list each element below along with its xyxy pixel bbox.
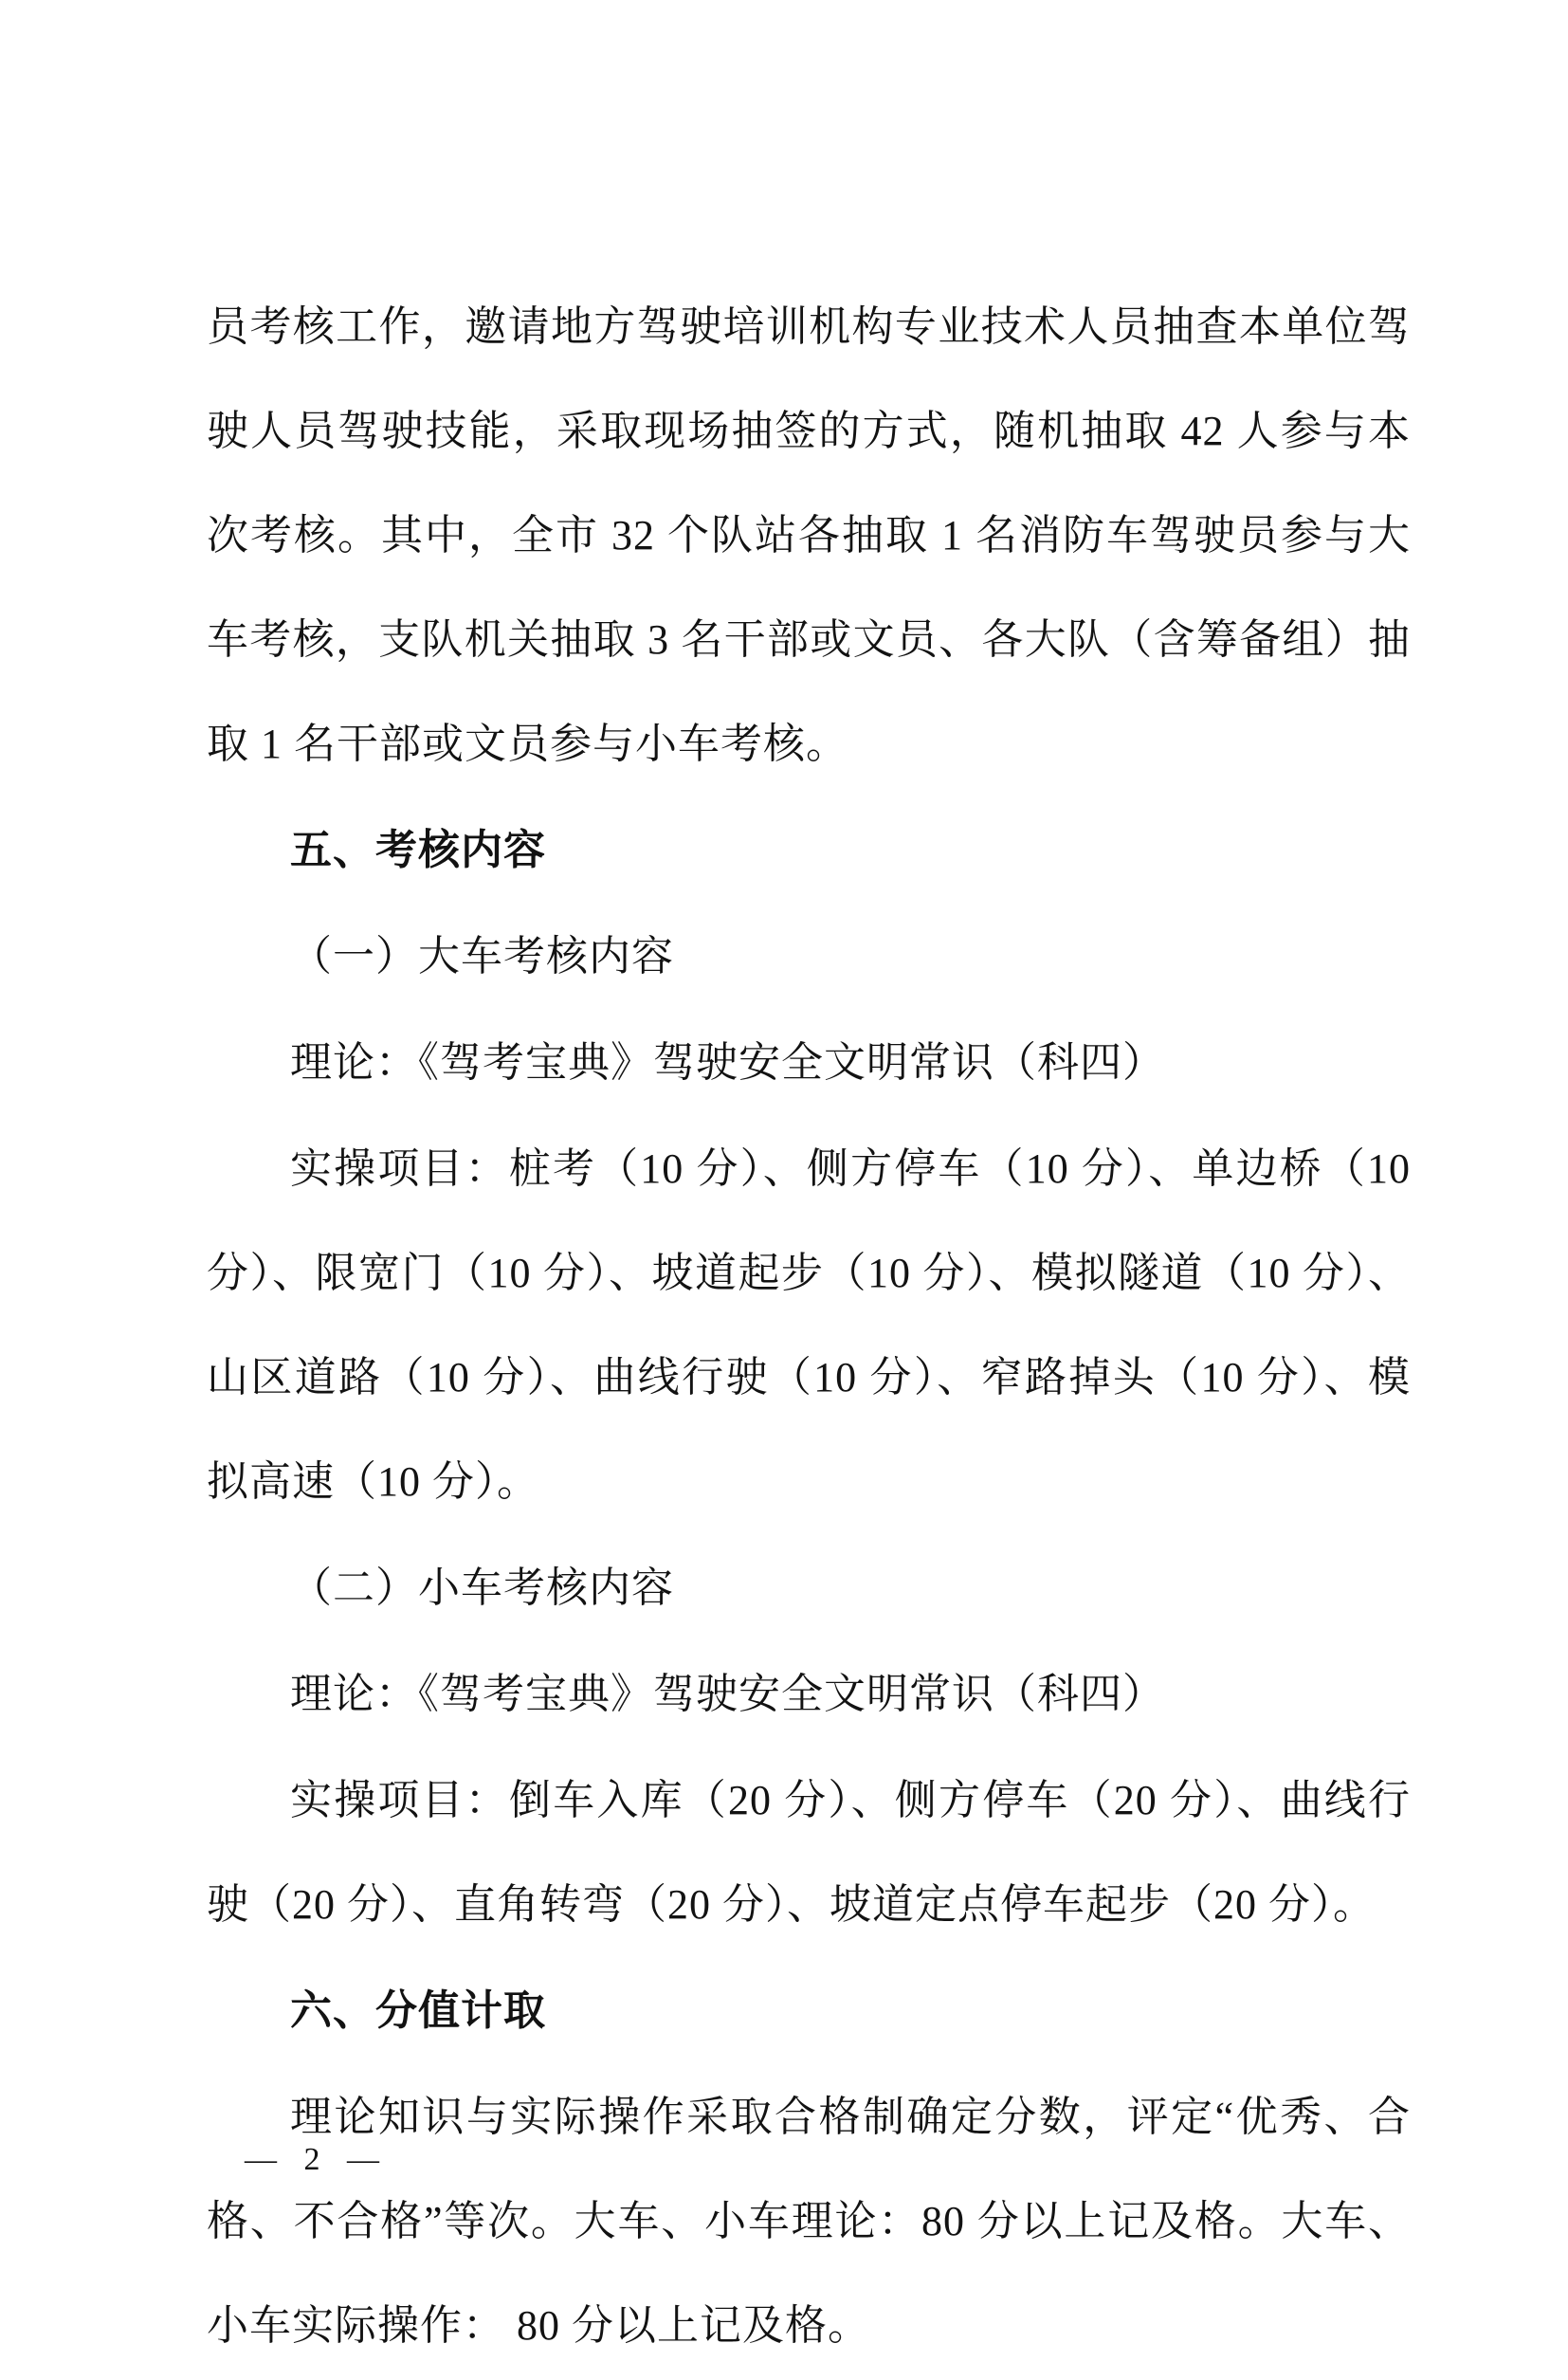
- paragraph-scoring-rules: 理论知识与实际操作采取合格制确定分数，评定“优秀、合格、不合格”等次。大车、小车理论：80 分以上记及格。大车、小车实际操作： 80 分以上记及格。: [207, 2094, 1411, 2349]
- paragraph-theory-large-vehicle: 理论：《驾考宝典》驾驶安全文明常识（科四）: [290, 1039, 1165, 1086]
- section-heading-five: 五、考核内容: [290, 827, 546, 873]
- paragraph-theory-small-vehicle: 理论：《驾考宝典》驾驶安全文明常识（科四）: [290, 1671, 1165, 1717]
- subsection-heading-two: （二）小车考核内容: [290, 1565, 674, 1611]
- paragraph-practical-small-vehicle: 实操项目：倒车入库（20 分）、侧方停车（20 分）、曲线行驶（20 分）、直角转弯（20 分）、坡道定点停车起步（20 分）。: [207, 1777, 1411, 1928]
- page-number: — 2 —: [245, 2142, 389, 2177]
- document-body: [207, 275, 1411, 2380]
- paragraph-continuation: 员考核工作，邀请地方驾驶培训机构专业技术人员抽查本单位驾驶人员驾驶技能，采取现场抽签的方式，随机抽取 42 人参与本次考核。其中，全市 32 个队站各抽取 1 名消防车驾驶员参与大车考核，支队机关抽取 3 名干部或文员、各大队（含筹备组）抽取 1 名干部或文员参与小车考核。: [207, 303, 1411, 767]
- subsection-heading-one: （一）大车考核内容: [290, 933, 674, 979]
- section-heading-six: 六、分值计取: [290, 1987, 546, 2034]
- paragraph-practical-large-vehicle: 实操项目：桩考（10 分）、侧方停车（10 分）、单边桥（10 分）、限宽门（10 分）、坡道起步（10 分）、模拟隧道（10 分）、山区道路（10 分）、曲线行驶（10 分）、窄路掉头（10 分）、模拟高速（10 分）。: [207, 1145, 1411, 1505]
